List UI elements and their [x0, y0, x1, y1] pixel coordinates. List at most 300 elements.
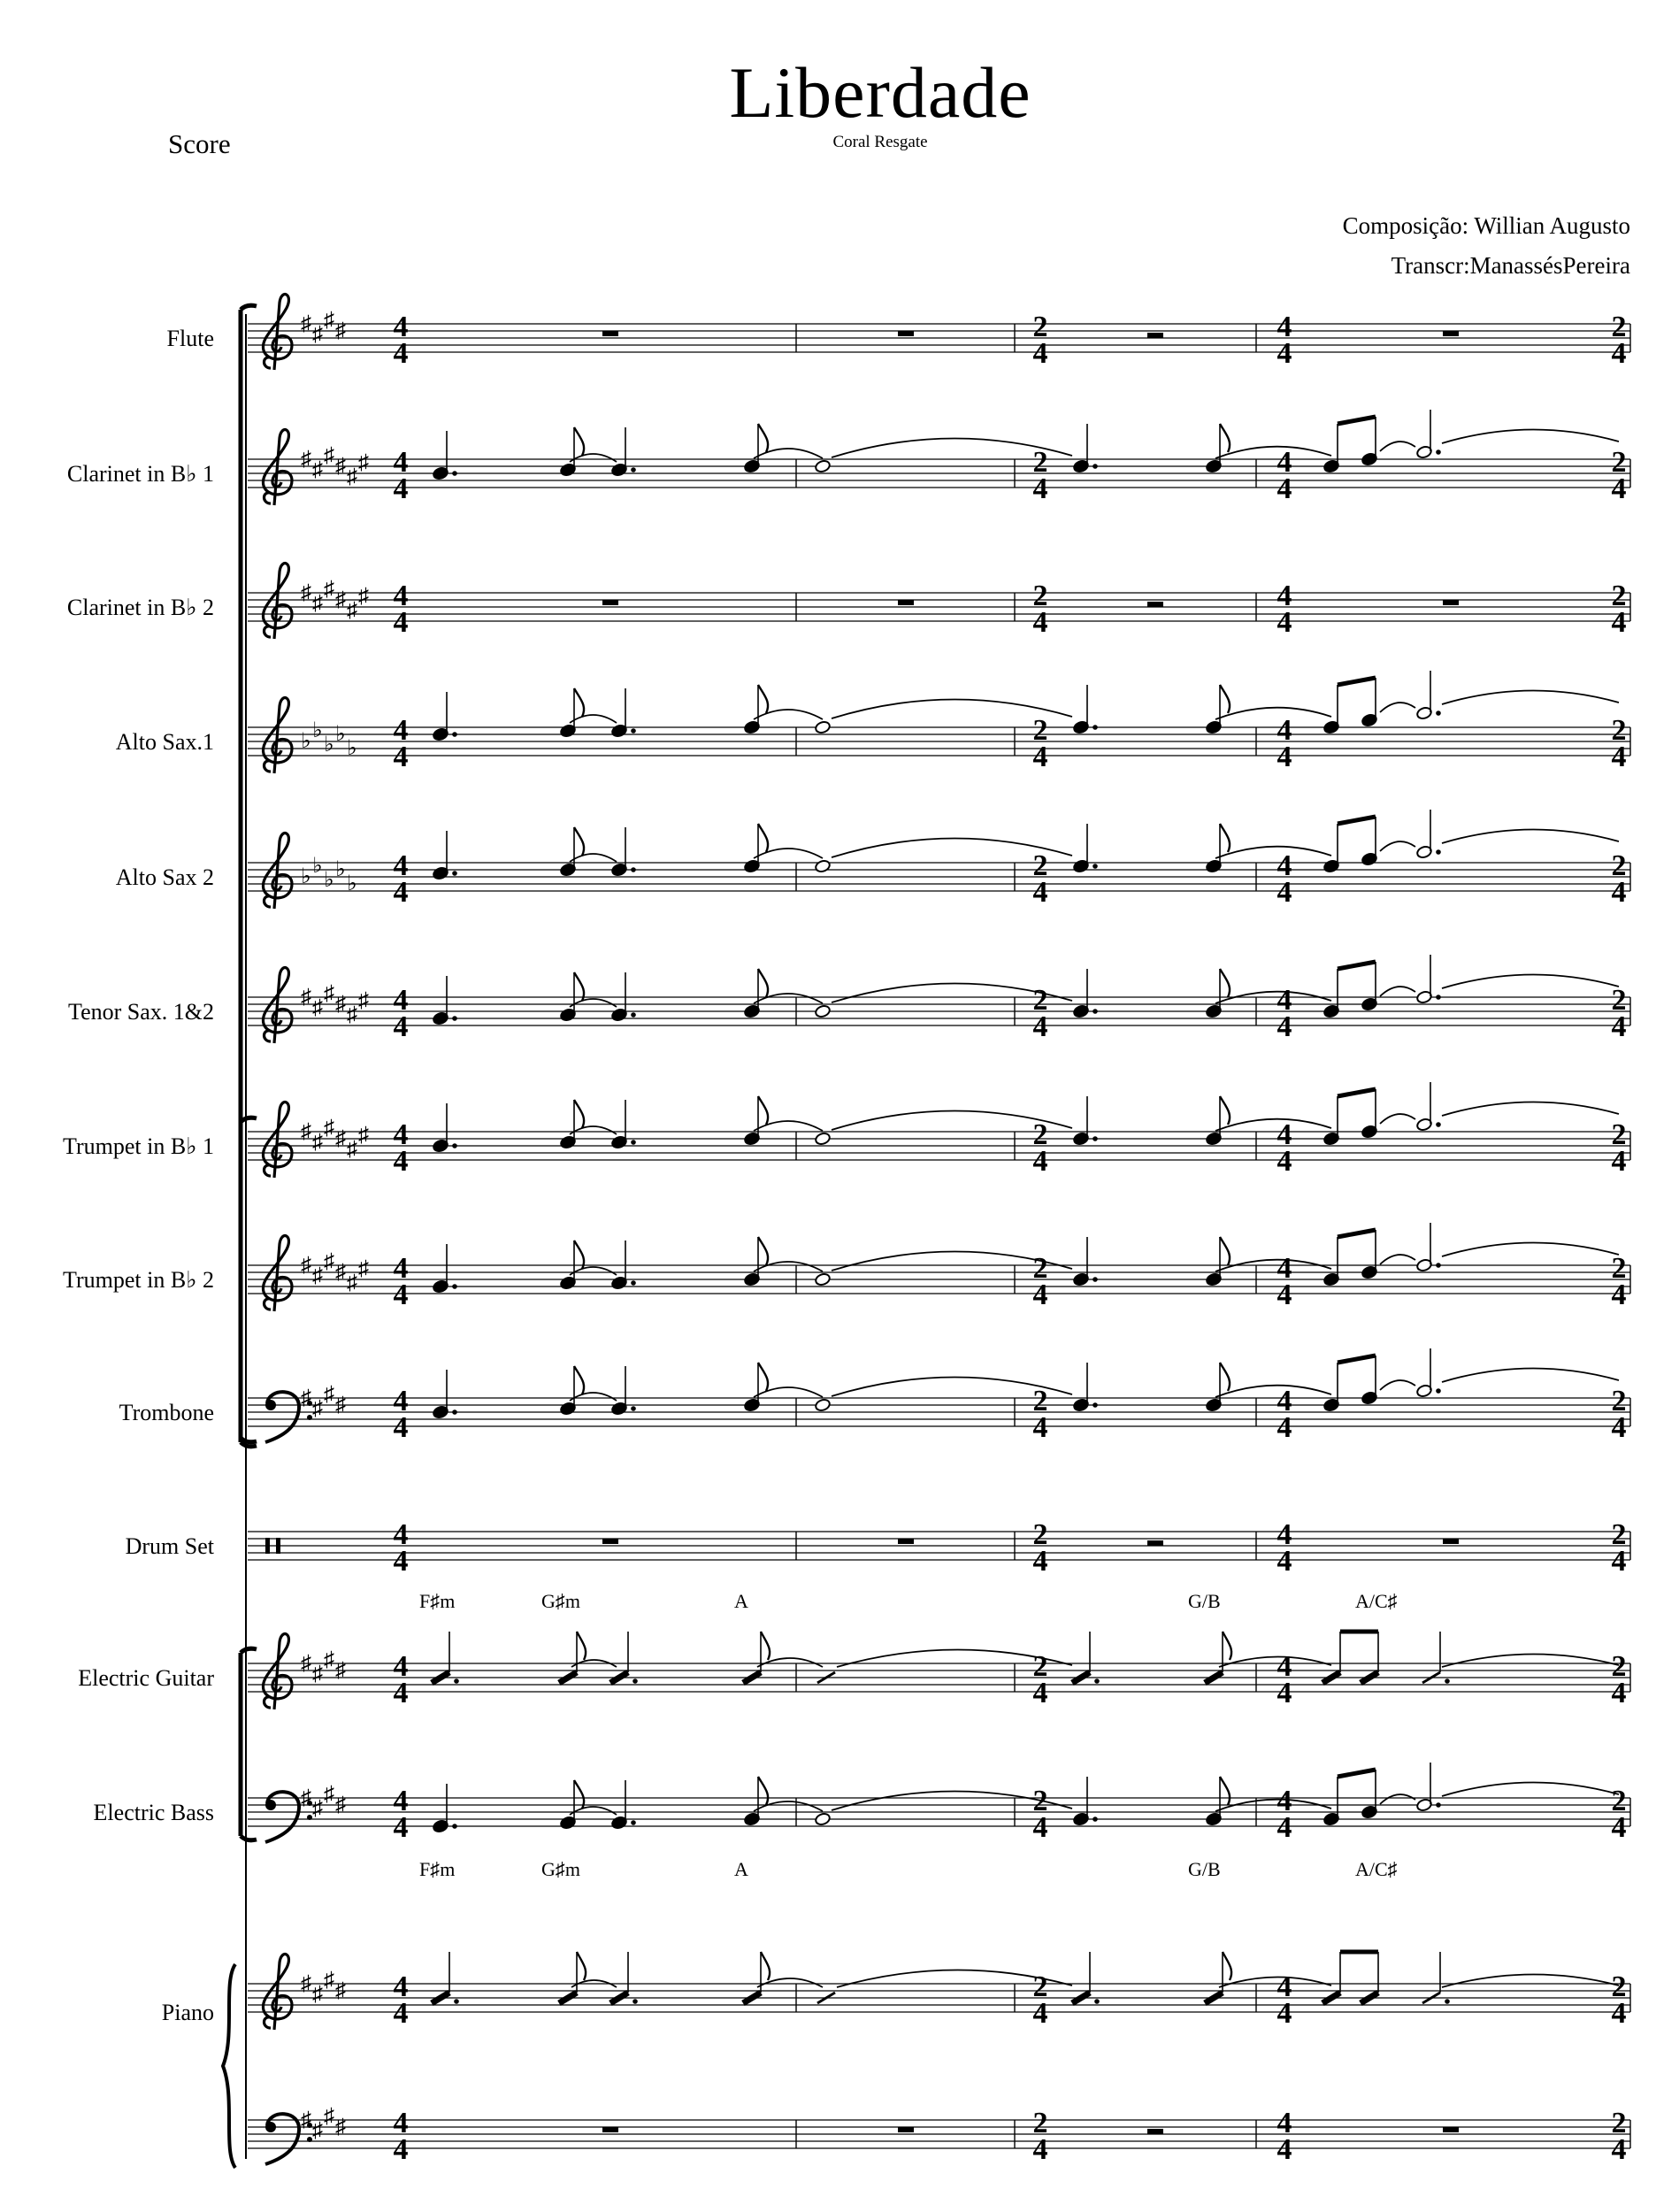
time-signature-denominator: 4 [1276, 1145, 1292, 1178]
treble-clef [263, 1955, 292, 2030]
whole-rest [1443, 331, 1459, 336]
tie [1442, 974, 1619, 988]
time-signature-denominator: 4 [1032, 1411, 1048, 1444]
half-rest [1147, 333, 1163, 338]
time-signature-denominator: 4 [1276, 876, 1292, 909]
time-signature-numerator: 2 [1032, 1118, 1048, 1151]
time-signature-denominator: 4 [1276, 1279, 1292, 1311]
key-sharp: ♯ [312, 1397, 323, 1420]
augmentation-dot [631, 1406, 636, 1411]
instrument-label-trumpet-2: Trumpet in B♭ 2 [63, 1267, 214, 1293]
augmentation-dot [452, 1284, 457, 1289]
chord-symbol: F♯m [419, 1590, 456, 1612]
key-sharp: ♯ [312, 996, 323, 1019]
tie [754, 849, 823, 858]
augmentation-dot [452, 1824, 457, 1829]
time-signature-denominator: 4 [1032, 1145, 1048, 1178]
piano-brace [223, 1964, 235, 2168]
instrument-label-piano: Piano [161, 2000, 214, 2025]
time-signature-numerator: 2 [1032, 849, 1048, 882]
chord-symbol: A [734, 1590, 748, 1612]
augmentation-dot [631, 467, 636, 472]
note-flag [574, 1240, 584, 1269]
key-sharp: ♯ [335, 1394, 346, 1417]
tie [754, 994, 823, 1003]
augmentation-dot [1092, 1402, 1098, 1408]
time-signature-denominator: 4 [1611, 472, 1627, 505]
chord-symbol: A [734, 1858, 748, 1880]
tie [1442, 1974, 1619, 1987]
note-flag [758, 424, 768, 452]
augmentation-dot [1436, 1263, 1441, 1268]
transcriber-credit: Transcr:ManassésPereira [1391, 252, 1630, 279]
time-signature-denominator: 4 [1032, 1010, 1048, 1043]
chord-symbol: A/C♯ [1355, 1590, 1398, 1612]
time-signature-denominator: 4 [393, 2133, 409, 2166]
whole-rest [898, 2127, 914, 2132]
augmentation-dot [1092, 1816, 1098, 1822]
time-signature-numerator: 4 [393, 2107, 409, 2139]
time-signature-denominator: 4 [1611, 1145, 1627, 1178]
tie [1442, 1654, 1619, 1667]
time-signature-denominator: 4 [1032, 1677, 1048, 1709]
beam [1338, 1089, 1376, 1096]
augmentation-dot [452, 1409, 457, 1415]
time-signature-numerator: 4 [393, 580, 409, 612]
note-flag [758, 969, 768, 997]
tie [754, 1801, 823, 1811]
whole-rest [602, 600, 618, 605]
tie [1380, 1114, 1415, 1124]
key-sharp: ♯ [301, 1120, 311, 1143]
instrument-label-electric-bass: Electric Bass [93, 1800, 214, 1825]
key-sharp: ♯ [347, 1138, 357, 1161]
time-signature-numerator: 2 [1032, 1970, 1048, 2003]
note-flag [761, 1632, 770, 1660]
key-sharp: ♯ [301, 1972, 311, 1995]
bass-clef [265, 1392, 299, 1442]
whole-rest [898, 600, 914, 605]
key-sharp: ♯ [312, 592, 323, 615]
treble-clef [263, 968, 292, 1043]
tie [1442, 690, 1619, 704]
time-signature-denominator: 4 [1276, 337, 1292, 370]
time-signature-denominator: 4 [393, 337, 409, 370]
instrument-label-electric-guitar: Electric Guitar [78, 1665, 214, 1691]
note-flag [758, 685, 768, 713]
chord-symbol: G/B [1188, 1858, 1221, 1880]
key-sharp: ♯ [358, 989, 369, 1012]
subtitle: Coral Resgate [832, 133, 928, 151]
time-signature-denominator: 4 [393, 1811, 409, 1844]
time-signature-numerator: 4 [393, 1650, 409, 1683]
time-signature-numerator: 2 [1032, 1785, 1048, 1817]
time-signature-numerator: 4 [1276, 1970, 1292, 2003]
time-signature-numerator: 2 [1611, 849, 1627, 882]
tie [754, 710, 823, 719]
key-sharp: ♯ [301, 1254, 311, 1277]
note-flag [1223, 1632, 1231, 1660]
time-signature-numerator: 4 [1276, 1650, 1292, 1683]
key-flat: ♭ [347, 737, 357, 760]
beam [1338, 678, 1376, 685]
note-flag [758, 1363, 768, 1391]
augmentation-dot [454, 1678, 459, 1684]
tie [1380, 703, 1415, 712]
time-signature-numerator: 2 [1611, 1650, 1627, 1683]
half-rest [1147, 1540, 1163, 1546]
time-signature-numerator: 4 [393, 311, 409, 343]
key-sharp: ♯ [312, 2119, 323, 2142]
augmentation-dot [1436, 710, 1441, 716]
time-signature-denominator: 4 [1032, 337, 1048, 370]
whole-rest [898, 331, 914, 336]
key-sharp: ♯ [312, 1663, 323, 1686]
instrument-label-flute: Flute [166, 326, 214, 351]
time-signature-denominator: 4 [393, 606, 409, 639]
time-signature-denominator: 4 [1032, 606, 1048, 639]
time-signature-denominator: 4 [1611, 337, 1627, 370]
note-flag [1223, 1952, 1231, 1980]
note-flag [1220, 424, 1230, 452]
augmentation-dot [631, 1140, 636, 1145]
time-signature-denominator: 4 [393, 1279, 409, 1311]
time-signature-denominator: 4 [1032, 876, 1048, 909]
key-sharp: ♯ [347, 599, 357, 622]
tie [1442, 429, 1619, 443]
time-signature-numerator: 2 [1032, 714, 1048, 747]
tie [1219, 1656, 1331, 1667]
time-signature-denominator: 4 [393, 1997, 409, 2030]
time-signature-denominator: 4 [393, 741, 409, 773]
time-signature-numerator: 2 [1611, 714, 1627, 747]
time-signature-numerator: 2 [1611, 1518, 1627, 1551]
time-signature-denominator: 4 [393, 1145, 409, 1178]
augmentation-dot [1092, 1277, 1098, 1282]
instrument-label-alto-sax-2: Alto Sax 2 [115, 864, 214, 890]
note-head [815, 1132, 832, 1146]
time-signature-denominator: 4 [1276, 472, 1292, 505]
tie [1380, 1380, 1415, 1390]
time-signature-denominator: 4 [1276, 1677, 1292, 1709]
time-signature-numerator: 2 [1032, 446, 1048, 479]
note-flag [574, 827, 584, 856]
treble-clef [263, 430, 292, 505]
time-signature-denominator: 4 [1276, 741, 1292, 773]
time-signature-denominator: 4 [1276, 1411, 1292, 1444]
augmentation-dot [1436, 1802, 1441, 1808]
tie [1215, 447, 1331, 458]
instrument-label-clarinet-2: Clarinet in B♭ 2 [66, 595, 214, 620]
time-signature-numerator: 2 [1032, 580, 1048, 612]
augmentation-dot [1092, 1009, 1098, 1014]
key-sharp: ♯ [324, 309, 334, 332]
key-sharp: ♯ [301, 1652, 311, 1675]
tie [570, 454, 617, 462]
time-signature-numerator: 2 [1032, 1518, 1048, 1551]
key-sharp: ♯ [358, 1257, 369, 1280]
treble-clef [263, 833, 292, 909]
time-signature-numerator: 4 [1276, 714, 1292, 747]
time-signature-denominator: 4 [1611, 1811, 1627, 1844]
tie [570, 1807, 617, 1815]
key-sharp: ♯ [301, 1786, 311, 1809]
time-signature-denominator: 4 [1611, 1997, 1627, 2030]
note-flag [1220, 685, 1230, 713]
tie [1380, 1794, 1415, 1804]
key-sharp: ♯ [335, 993, 346, 1016]
key-sharp: ♯ [324, 1117, 334, 1140]
chord-symbol: G♯m [541, 1590, 580, 1612]
beam [1338, 962, 1376, 969]
key-sharp: ♯ [335, 1127, 346, 1150]
time-signature-denominator: 4 [1611, 741, 1627, 773]
key-sharp: ♯ [324, 578, 334, 601]
note-flag [758, 1237, 768, 1265]
augmentation-dot [631, 1820, 636, 1825]
augmentation-dot [1436, 1388, 1441, 1394]
time-signature-denominator: 4 [393, 1677, 409, 1709]
time-signature-numerator: 4 [1276, 1252, 1292, 1285]
time-signature-denominator: 4 [1032, 741, 1048, 773]
time-signature-denominator: 4 [1276, 1997, 1292, 2030]
tie [570, 1393, 617, 1401]
note-head [815, 459, 832, 473]
key-flat: ♭ [324, 869, 334, 892]
instrument-label-trumpet-1: Trumpet in B♭ 1 [63, 1133, 214, 1159]
note-flag [758, 1777, 768, 1805]
key-sharp: ♯ [358, 585, 369, 608]
tie [570, 1267, 617, 1275]
time-signature-numerator: 2 [1032, 2107, 1048, 2139]
bracket-woodwinds [241, 305, 257, 1447]
time-signature-numerator: 4 [1276, 311, 1292, 343]
key-sharp: ♯ [301, 448, 311, 471]
time-signature-numerator: 2 [1611, 2107, 1627, 2139]
time-signature-numerator: 4 [1276, 849, 1292, 882]
key-sharp: ♯ [324, 1383, 334, 1406]
key-sharp: ♯ [335, 455, 346, 478]
tie [1219, 1977, 1331, 1987]
time-signature-denominator: 4 [393, 472, 409, 505]
time-signature-denominator: 4 [1611, 2133, 1627, 2166]
key-sharp: ♯ [312, 1264, 323, 1287]
tie [754, 449, 823, 458]
key-sharp: ♯ [301, 1386, 311, 1409]
time-signature-numerator: 4 [1276, 984, 1292, 1017]
tie [754, 1387, 823, 1397]
chord-symbol: G/B [1188, 1590, 1221, 1612]
time-signature-numerator: 4 [393, 849, 409, 882]
augmentation-dot [631, 867, 636, 872]
time-signature-numerator: 4 [1276, 1518, 1292, 1551]
note-flag [577, 1952, 586, 1980]
note-head [815, 1004, 832, 1018]
tie [1442, 1368, 1619, 1382]
time-signature-numerator: 4 [1276, 2107, 1292, 2139]
time-signature-denominator: 4 [1611, 1677, 1627, 1709]
key-sharp: ♯ [347, 465, 357, 488]
time-signature-denominator: 4 [1032, 1545, 1048, 1578]
time-signature-numerator: 4 [393, 1518, 409, 1551]
beam [1338, 1230, 1376, 1237]
tie [570, 999, 617, 1007]
augmentation-dot [631, 728, 636, 733]
note-head [815, 1398, 832, 1412]
half-rest [1147, 602, 1163, 607]
key-sharp: ♯ [324, 1783, 334, 1806]
tie [570, 715, 617, 723]
augmentation-dot [452, 732, 457, 737]
key-sharp: ♯ [324, 982, 334, 1005]
whole-rest [602, 1539, 618, 1544]
key-sharp: ♯ [335, 319, 346, 342]
augmentation-dot [1445, 1999, 1450, 2004]
key-sharp: ♯ [335, 1659, 346, 1682]
key-sharp: ♯ [301, 312, 311, 335]
note-flag [574, 1100, 584, 1128]
tie [1215, 1386, 1331, 1397]
augmentation-dot [452, 871, 457, 876]
key-sharp: ♯ [324, 444, 334, 467]
key-sharp: ♯ [324, 1969, 334, 1992]
time-signature-numerator: 4 [393, 446, 409, 479]
augmentation-dot [1092, 864, 1098, 869]
key-sharp: ♯ [324, 1648, 334, 1671]
key-sharp: ♯ [335, 2116, 346, 2139]
time-signature-denominator: 4 [393, 1545, 409, 1578]
note-flag [577, 1632, 586, 1660]
chord-symbol: G♯m [541, 1858, 580, 1880]
key-flat: ♭ [301, 865, 311, 888]
augmentation-dot [1436, 849, 1441, 855]
key-sharp: ♯ [301, 581, 311, 604]
time-signature-numerator: 2 [1611, 1252, 1627, 1285]
beam [1338, 1770, 1376, 1777]
time-signature-denominator: 4 [1032, 1279, 1048, 1311]
key-sharp: ♯ [324, 2105, 334, 2128]
tie [754, 1121, 823, 1131]
time-signature-numerator: 2 [1611, 984, 1627, 1017]
augmentation-dot [1436, 1122, 1441, 1127]
whole-rest [1443, 2127, 1459, 2132]
time-signature-numerator: 2 [1032, 984, 1048, 1017]
time-signature-denominator: 4 [1032, 2133, 1048, 2166]
treble-clef [263, 1634, 292, 1709]
tie [570, 1126, 617, 1134]
whole-rest [602, 2127, 618, 2132]
time-signature-numerator: 2 [1032, 1252, 1048, 1285]
augmentation-dot [631, 1280, 636, 1286]
instrument-label-tenor-sax: Tenor Sax. 1&2 [68, 999, 214, 1025]
time-signature-denominator: 4 [1032, 1811, 1048, 1844]
note-flag [1220, 1096, 1230, 1125]
time-signature-numerator: 4 [1276, 580, 1292, 612]
time-signature-numerator: 2 [1032, 1385, 1048, 1417]
key-flat: ♭ [335, 858, 346, 881]
time-signature-denominator: 4 [1276, 1545, 1292, 1578]
tie [1380, 442, 1415, 451]
time-signature-denominator: 4 [1611, 1010, 1627, 1043]
beam [1338, 1356, 1376, 1363]
composer-credit: Composição: Willian Augusto [1342, 212, 1630, 239]
augmentation-dot [1094, 1999, 1100, 2004]
augmentation-dot [452, 1016, 457, 1021]
key-flat: ♭ [312, 855, 323, 878]
time-signature-denominator: 4 [1276, 2133, 1292, 2166]
time-signature-numerator: 2 [1611, 1118, 1627, 1151]
augmentation-dot [1094, 1678, 1100, 1684]
augmentation-dot [1436, 449, 1441, 455]
augmentation-dot [1436, 995, 1441, 1000]
key-sharp: ♯ [312, 1983, 323, 2006]
time-signature-numerator: 4 [393, 1252, 409, 1285]
treble-clef [263, 1236, 292, 1311]
note-flag [1220, 1777, 1230, 1805]
key-sharp: ♯ [358, 451, 369, 474]
augmentation-dot [1092, 1136, 1098, 1141]
note-head [815, 859, 832, 873]
whole-rest [898, 1539, 914, 1544]
augmentation-dot [1092, 464, 1098, 469]
tie [1215, 847, 1331, 858]
key-sharp: ♯ [301, 986, 311, 1009]
note-head [815, 720, 832, 734]
note-flag [574, 1366, 584, 1394]
augmentation-dot [452, 1143, 457, 1148]
tie [1442, 1102, 1619, 1116]
tie [1215, 708, 1331, 719]
note-flag [574, 427, 584, 456]
augmentation-dot [454, 1999, 459, 2004]
augmentation-dot [631, 1012, 636, 1018]
time-signature-denominator: 4 [393, 1411, 409, 1444]
tie [1442, 1242, 1619, 1256]
note-flag [761, 1952, 770, 1980]
key-flat: ♭ [347, 872, 357, 895]
time-signature-numerator: 2 [1611, 1970, 1627, 2003]
time-signature-denominator: 4 [1032, 472, 1048, 505]
note-flag [758, 824, 768, 852]
time-signature-numerator: 4 [393, 1385, 409, 1417]
augmentation-dot [1445, 1678, 1450, 1684]
instrument-label-alto-sax-1: Alto Sax.1 [115, 729, 214, 755]
time-signature-numerator: 4 [393, 984, 409, 1017]
note-flag [1220, 824, 1230, 852]
key-sharp: ♯ [347, 1003, 357, 1026]
key-sharp: ♯ [335, 588, 346, 611]
key-flat: ♭ [301, 730, 311, 753]
augmentation-dot [452, 471, 457, 476]
note-head [815, 1272, 832, 1286]
tie [570, 854, 617, 862]
percussion-clef [265, 1538, 270, 1554]
whole-rest [1443, 600, 1459, 605]
key-sharp: ♯ [312, 1131, 323, 1154]
bass-clef [265, 1792, 299, 1842]
time-signature-numerator: 2 [1611, 1785, 1627, 1817]
whole-rest [602, 331, 618, 336]
key-sharp: ♯ [335, 1793, 346, 1816]
time-signature-denominator: 4 [1611, 876, 1627, 909]
chord-symbol: A/C♯ [1355, 1858, 1398, 1880]
note-flag [1220, 969, 1230, 997]
time-signature-denominator: 4 [1611, 1545, 1627, 1578]
percussion-clef [276, 1538, 280, 1554]
time-signature-numerator: 2 [1611, 446, 1627, 479]
treble-clef [263, 564, 292, 639]
note-flag [574, 1780, 584, 1809]
